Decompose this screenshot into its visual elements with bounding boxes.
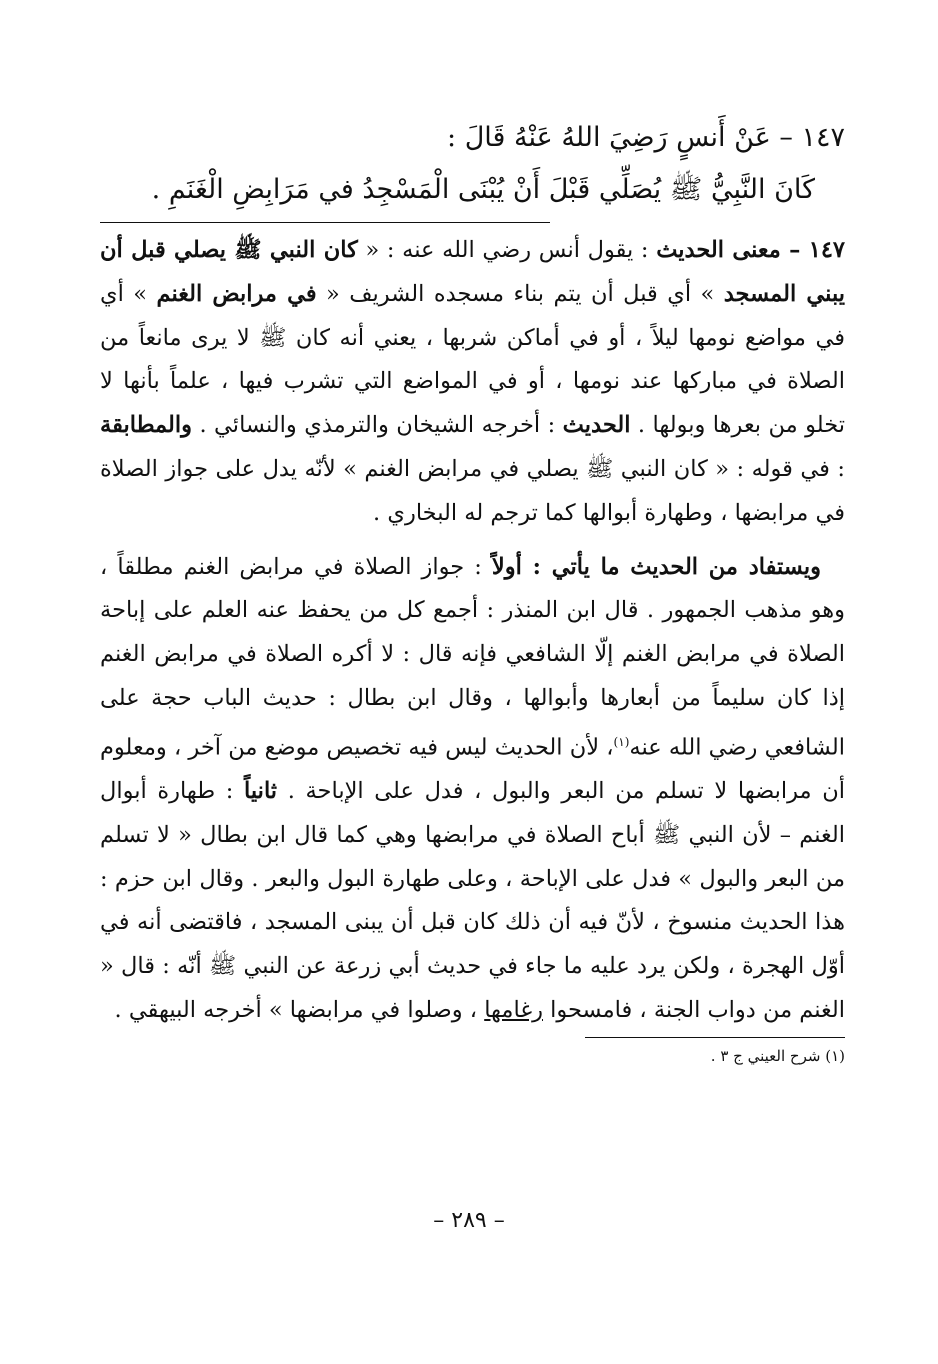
quote-1: كان النبي ﷺ يصلي قبل أن يبني المسجد — [100, 237, 845, 307]
lessons-heading: ويستفاد من الحديث ما يأتي : أولاً — [491, 553, 821, 580]
hadith-text — [100, 112, 845, 216]
page-content — [100, 112, 845, 1068]
hadith-source-heading: الحديث — [562, 412, 631, 439]
footnote-divider — [585, 1037, 845, 1038]
quote-2: في مرابض الغنم — [156, 280, 317, 307]
page-number: – ٢٨٩ – — [433, 1208, 505, 1233]
footnote: (١) شرح العيني ج ٣ . — [710, 1046, 845, 1065]
commentary-paragraph-2: ويستفاد من الحديث ما يأتي : أولاً : جواز الصلاة في مرابض الغنم مطلقاً ، وهو مذهب الجمهور . قال ابن المنذر : أجمع كل من يحفظ عنه العلم على إباحة الصلاة في مرابض الغنم إلّا الشافعي فإنه قال : لا أكره الصلاة في مرابض الغنم إذا كان سليماً من أبعارها وأبوالها ، وقال ابن بطال : حديث الباب حجة على الشافعي رضي الله عنه$^{(١)}$، لأن الحديث ليس فيه تخصيص موضع من آخر ، ومعلوم أن مرابضها لا تسلم من البعر والبول ، فدل على الإباحة . ثانياً : طهارة أبوال الغنم – لأن النبي ﷺ أباح الصلاة في مرابضها وهي كما قال ابن بطال « لا تسلم من البعر والبول » فدل على الإباحة ، وعلى طهارة البول والبعر . وقال ابن حزم : هذا الحديث منسوخ ، لأنّ فيه أن ذلك كان قبل أن يبنى المسجد ، فاقتضى أنه في أوّل الهجرة ، ولكن يرد عليه ما جاء في حديث أبي زرعة عن النبي ﷺ أنّه : قال « الغنم من دواب الجنة ، فامسحوا رغامها ، وصلوا في مرابضها » أخرجه البيهقي . — [100, 553, 846, 1024]
footnote-reference: (١) — [613, 734, 630, 749]
second-point-heading: ثانياً — [244, 778, 278, 805]
hadith-meaning-heading: ١٤٧ – معنى الحديث — [656, 237, 845, 263]
correspondence-heading: والمطابقة — [100, 412, 192, 439]
hadith-line-2: كَانَ النَّبِيُّ ﷺ يُصَلِّي قَبْلَ أَنْ يُبْنَى الْمَسْجِدُ في مَرَابِضِ الْغَنَمِ . — [151, 174, 815, 205]
section-divider — [100, 222, 550, 223]
hadith-line-1: ١٤٧ – عَنْ أَنسٍ رَضِيَ اللهُ عَنْهُ قَالَ : — [447, 122, 845, 153]
commentary-paragraph-1: ١٤٧ – معنى الحديث : يقول أنس رضي الله عنه : « كان النبي ﷺ يصلي قبل أن يبني المسجد » أي قبل أن يتم بناء مسجده الشريف « في مرابض الغنم » أي في مواضع نومها ليلاً ، أو في أماكن شربها ، يعني أنه كان ﷺ لا يرى مانعاً من الصلاة في مباركها عند نومها ، أو في المواضع التي تشرب فيها ، علماً بأنها لا تخلو من بعرها وبولها . الحديث : أخرجه الشيخان والترمذي والنسائي . والمطابقة : في قوله : « كان النبي ﷺ يصلي في مرابض الغنم » لأنّه يدل على جواز الصلاة في مرابضها ، وطهارة أبوالها كما ترجم له البخاري . — [100, 237, 845, 526]
underlined-word: رغامها — [484, 997, 543, 1024]
commentary — [100, 229, 845, 1033]
